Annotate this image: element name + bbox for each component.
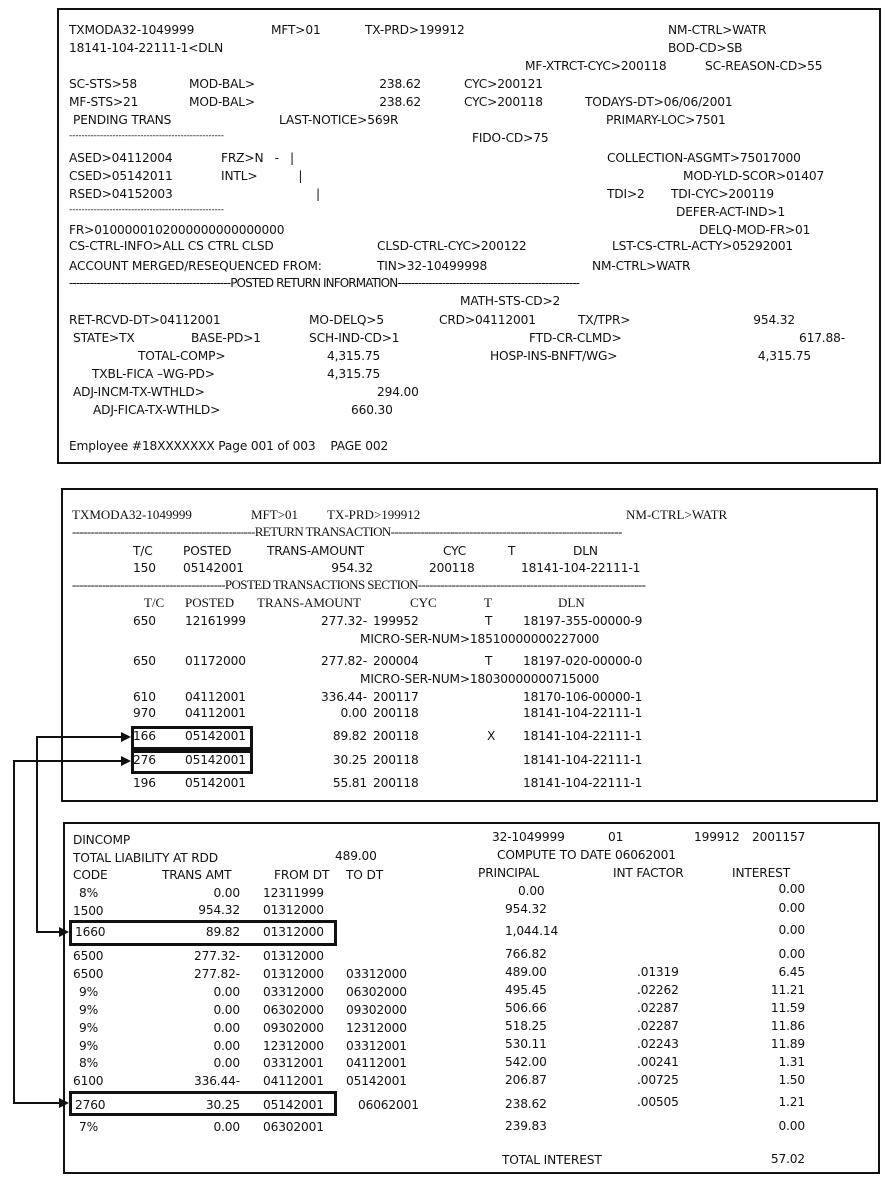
to-date: 12312000 [346, 1021, 407, 1035]
tx-period: TX-PRD>199912 [327, 507, 421, 522]
trans-amt: 336.44- [194, 1074, 240, 1088]
col-to-date: TO DT [346, 868, 383, 882]
int-factor: .00241 [637, 1055, 679, 1069]
months-delinquent: MO-DELQ>5 [309, 313, 384, 327]
col-dln: DLN [573, 544, 598, 558]
primary-location: PRIMARY-LOC>7501 [606, 113, 726, 127]
compute-to-date: COMPUTE TO DATE 06062001 [497, 848, 676, 862]
principal: 0.00 [518, 884, 545, 898]
interest: 1.21 [778, 1095, 805, 1109]
col-trans-amt: TRANS AMT [162, 868, 232, 882]
int-factor: .00505 [637, 1095, 679, 1109]
interest: 11.86 [770, 1019, 805, 1033]
julian-date: 2001157 [752, 830, 806, 844]
trans-amt: 954.32 [198, 903, 240, 917]
name-control: NM-CTRL>WATR [592, 259, 691, 273]
principal: 238.62 [505, 1097, 547, 1111]
account-merged-label: ACCOUNT MERGED/RESEQUENCED FROM: [69, 259, 322, 273]
crd: CRD>04112001 [439, 313, 536, 327]
from-date: 12312000 [263, 1039, 324, 1053]
tdi: TDI>2 [607, 187, 645, 201]
trans-amt: 0.00 [213, 985, 240, 999]
t-flag: T [485, 614, 493, 628]
dln: 18170-106-00000-1 [523, 690, 643, 704]
to-date: 09302000 [346, 1003, 407, 1017]
interest: 0.00 [778, 947, 805, 961]
trans-amt: 0.00 [213, 1120, 240, 1134]
col-t: T [508, 544, 516, 558]
ftd-credit-claimed-value: 617.88- [799, 331, 845, 345]
from-date: 05142001 [263, 1098, 324, 1112]
from-date: 03312000 [263, 985, 324, 999]
adj-fica-tax-withheld-label: ADJ-FICA-TX-WTHLD> [93, 403, 221, 417]
posted-date: 05142001 [185, 753, 246, 767]
cycle: 199952 [373, 614, 419, 628]
col-cyc: CYC [410, 595, 437, 610]
principal: 206.87 [505, 1073, 547, 1087]
code: 1660 [75, 925, 106, 939]
dln: 18141-104-22111-1<DLN [69, 41, 224, 55]
dln: 18141-104-22111-1 [523, 706, 643, 720]
trans-amt: 0.00 [213, 1003, 240, 1017]
code: 9% [79, 1021, 99, 1035]
principal: 530.11 [505, 1037, 547, 1051]
col-principal: PRINCIPAL [478, 866, 539, 880]
arrowhead-icon [121, 756, 131, 766]
int-factor: .00725 [637, 1073, 679, 1087]
from-date: 01312000 [263, 949, 324, 963]
filing-requirements: FR>0100000102000000000000000 [69, 223, 285, 237]
dln: 18141-104-22111-1 [523, 729, 643, 743]
trans-amount: 55.81 [332, 776, 367, 790]
last-notice: LAST-NOTICE>569R [279, 113, 399, 127]
state: STATE>TX [73, 331, 135, 345]
col-trans-amount: TRANS-AMOUNT [267, 544, 364, 558]
cycle: 200004 [373, 654, 419, 668]
code: 7% [79, 1120, 99, 1134]
col-t: T [484, 595, 492, 610]
name-control: NM-CTRL>WATR [668, 23, 767, 37]
code: 8% [79, 886, 99, 900]
col-int-factor: INT FACTOR [613, 866, 684, 880]
trans-amt: 277.32- [194, 949, 240, 963]
from-date: 06302001 [263, 1120, 324, 1134]
trans-amount: 277.82- [321, 654, 367, 668]
col-tc: T/C [144, 595, 165, 610]
micro-serial-number: MICRO-SER-NUM>18030000000715000 [360, 672, 600, 686]
principal: 489.00 [505, 965, 547, 979]
delq-mod-fr: DELQ-MOD-FR>01 [699, 223, 811, 237]
tc: 970 [133, 706, 156, 720]
tc: 610 [133, 690, 156, 704]
hosp-ins-benefit-value: 4,315.75 [757, 349, 811, 363]
adj-fica-tax-withheld-value: 660.30 [351, 403, 393, 417]
mod-yield-score: MOD-YLD-SCOR>01407 [683, 169, 825, 183]
tc: 276 [133, 753, 156, 767]
to-date: 05142001 [346, 1074, 407, 1088]
cycle: CYC>200118 [464, 95, 543, 109]
code: 6500 [73, 967, 104, 981]
trans-amt: 30.25 [205, 1098, 240, 1112]
trans-amount: 954.32 [331, 561, 373, 575]
principal: 1,044.14 [505, 924, 559, 938]
cycle: 200118 [373, 729, 419, 743]
col-dln: DLN [558, 595, 585, 610]
mft: MFT>01 [271, 23, 321, 37]
arrowhead-icon [59, 1098, 69, 1108]
mf-status: MF-STS>21 [69, 95, 139, 109]
from-date: 04112001 [263, 1074, 324, 1088]
int-factor: .02287 [637, 1019, 679, 1033]
txmoda-account-panel [57, 8, 881, 464]
adj-income-tax-withheld-label: ADJ-INCM-TX-WTHLD> [73, 385, 205, 399]
module-id: TXMODA32-1049999 [72, 507, 192, 522]
interest: 0.00 [778, 901, 805, 915]
posted-return-section-title: -----------------------------------------------POSTED RETURN INFORMATION----------------------------------------------------- [69, 276, 580, 290]
tin: TIN>32-10499998 [377, 259, 488, 273]
trans-amt: 0.00 [213, 886, 240, 900]
page-footer: Employee #18XXXXXXX Page 001 of 003 PAGE 002 [69, 439, 389, 453]
cycle: 200118 [373, 753, 419, 767]
total-liability-value: 489.00 [335, 849, 377, 863]
tax-per-return-label: TX/TPR> [578, 313, 631, 327]
mod-balance-value: 238.62 [379, 95, 421, 109]
tax-period: 199912 [694, 830, 740, 844]
t-flag: T [485, 654, 493, 668]
principal: 518.25 [505, 1019, 547, 1033]
int-factor: .02243 [637, 1037, 679, 1051]
trans-amount: 89.82 [332, 729, 367, 743]
interest: 0.00 [778, 923, 805, 937]
mod-balance-label: MOD-BAL> [189, 95, 255, 109]
mf-extract-cycle: MF-XTRCT-CYC>200118 [525, 59, 667, 73]
trans-amount: 336.44- [321, 690, 367, 704]
mft: MFT>01 [251, 507, 299, 522]
posted-date: 01172000 [185, 654, 246, 668]
posted-date: 04112001 [185, 706, 246, 720]
module-id: TXMODA32-1049999 [69, 23, 195, 37]
trans-amt: 0.00 [213, 1056, 240, 1070]
return-transaction-section-title: -------------------------------------------------RETURN TRANSACTION-------------------------------------------------------------- [72, 524, 622, 539]
divider: -------------------------------------------------- [69, 205, 224, 215]
adj-income-tax-withheld-value: 294.00 [377, 385, 419, 399]
t-flag: X [487, 729, 496, 743]
rsed: RSED>04152003 [69, 187, 173, 201]
highlight-box-code-1660 [69, 920, 337, 946]
code: 6100 [73, 1074, 104, 1088]
principal: 954.32 [505, 902, 547, 916]
total-liability-label: TOTAL LIABILITY AT RDD [73, 851, 219, 865]
schedule-indicator: SCH-IND-CD>1 [309, 331, 400, 345]
posted-date: 12161999 [185, 614, 246, 628]
mft: 01 [608, 830, 624, 844]
to-date: 03312001 [346, 1039, 407, 1053]
from-date: 12311999 [263, 886, 324, 900]
code: 9% [79, 985, 99, 999]
from-date: 01312000 [263, 903, 324, 917]
interest: 1.50 [778, 1073, 805, 1087]
pending-trans: PENDING TRANS [73, 113, 172, 127]
trans-amount: 277.32- [321, 614, 367, 628]
int-factor: .02287 [637, 1001, 679, 1015]
todays-date: TODAYS-DT>06/06/2001 [585, 95, 733, 109]
interest: 6.45 [778, 965, 805, 979]
tc: 650 [133, 614, 156, 628]
interest: 11.59 [770, 1001, 805, 1015]
total-interest-label: TOTAL INTEREST [502, 1153, 602, 1167]
posted-date: 04112001 [185, 690, 246, 704]
dln: 18141-104-22111-1 [523, 776, 643, 790]
total-comp-value: 4,315.75 [327, 349, 381, 363]
code: 2760 [75, 1098, 106, 1112]
code: 9% [79, 1039, 99, 1053]
highlight-box-tc-166 [131, 726, 253, 750]
fido-code: FIDO-CD>75 [472, 131, 549, 145]
from-date: 06302000 [263, 1003, 324, 1017]
dln: 18141-104-22111-1 [521, 561, 641, 575]
col-from-date: FROM DT [274, 868, 330, 882]
math-status-code: MATH-STS-CD>2 [460, 294, 561, 308]
to-date: 06062001 [358, 1098, 419, 1112]
tc: 650 [133, 654, 156, 668]
col-cyc: CYC [443, 544, 467, 558]
int-factor: .02262 [637, 983, 679, 997]
trans-amt: 0.00 [213, 1021, 240, 1035]
interest: 11.21 [770, 983, 805, 997]
tin: 32-1049999 [492, 830, 565, 844]
taxable-fica-wages-label: TXBL-FICA –WG-PD> [92, 367, 215, 381]
tc: 150 [133, 561, 156, 575]
sc-reason-code: SC-REASON-CD>55 [705, 59, 823, 73]
sc-status: SC-STS>58 [69, 77, 137, 91]
col-code: CODE [73, 868, 108, 882]
divider: -------------------------------------------------- [69, 131, 224, 141]
posted-date: 05142001 [185, 776, 246, 790]
dln: 18197-355-00000-9 [523, 614, 643, 628]
posted-date: 05142001 [183, 561, 244, 575]
tc: 166 [133, 729, 156, 743]
dln: 18197-020-00000-0 [523, 654, 643, 668]
to-date: 06302000 [346, 985, 407, 999]
col-posted: POSTED [183, 544, 232, 558]
col-tc: T/C [133, 544, 153, 558]
interest: 0.00 [778, 1119, 805, 1133]
closed-control-cycle: CLSD-CTRL-CYC>200122 [377, 239, 527, 253]
arrowhead-icon [121, 732, 131, 742]
mod-balance-value: 238.62 [379, 77, 421, 91]
return-received-date: RET-RCVD-DT>04112001 [69, 313, 221, 327]
highlight-box-tc-276 [131, 750, 253, 774]
collection-assignment: COLLECTION-ASGMT>75017000 [607, 151, 801, 165]
taxable-fica-wages-value: 4,315.75 [327, 367, 381, 381]
trans-amount: 0.00 [340, 706, 367, 720]
trans-amt: 277.82- [194, 967, 240, 981]
total-interest-value: 57.02 [770, 1152, 805, 1166]
interest: 0.00 [778, 882, 805, 896]
separator-bar: | [316, 187, 320, 201]
hosp-ins-benefit-label: HOSP-INS-BNFT/WG> [490, 349, 618, 363]
mod-balance-label: MOD-BAL> [189, 77, 255, 91]
code: 6500 [73, 949, 104, 963]
dln: 18141-104-22111-1 [523, 753, 643, 767]
base-period: BASE-PD>1 [191, 331, 261, 345]
bod-code: BOD-CD>SB [668, 41, 743, 55]
from-date: 01312000 [263, 967, 324, 981]
cycle: CYC>200121 [464, 77, 543, 91]
last-cs-control-activity: LST-CS-CTRL-ACTY>05292001 [612, 239, 794, 253]
intl: INTL> | [221, 169, 303, 183]
ased: ASED>04112004 [69, 151, 173, 165]
tc: 196 [133, 776, 156, 790]
cycle: 200118 [373, 706, 419, 720]
principal: 542.00 [505, 1055, 547, 1069]
principal: 495.45 [505, 983, 547, 997]
to-date: 04112001 [346, 1056, 407, 1070]
col-posted: POSTED [185, 595, 235, 610]
tax-per-return-value: 954.32 [753, 313, 795, 327]
tdi-cycle: TDI-CYC>200119 [671, 187, 775, 201]
cs-control-info: CS-CTRL-INFO>ALL CS CTRL CLSD [69, 239, 274, 253]
interest: 1.31 [778, 1055, 805, 1069]
to-date: 03312000 [346, 967, 407, 981]
cycle: 200117 [373, 690, 419, 704]
from-date: 03312001 [263, 1056, 324, 1070]
highlight-box-code-2760 [69, 1091, 337, 1116]
total-comp-label: TOTAL-COMP> [138, 349, 226, 363]
trans-amount: 30.25 [332, 753, 367, 767]
name-control: NM-CTRL>WATR [626, 507, 728, 522]
code: 1500 [73, 904, 104, 918]
from-date: 01312000 [263, 925, 324, 939]
trans-amt: 0.00 [213, 1039, 240, 1053]
principal: 766.82 [505, 947, 547, 961]
csed: CSED>05142011 [69, 169, 173, 183]
dincomp-title: DINCOMP [73, 833, 131, 847]
col-interest: INTEREST [732, 866, 791, 880]
tx-period: TX-PRD>199912 [365, 23, 465, 37]
ftd-credit-claimed-label: FTD-CR-CLMD> [529, 331, 622, 345]
posted-date: 05142001 [185, 729, 246, 743]
cycle: 200118 [429, 561, 475, 575]
trans-amt: 89.82 [205, 925, 240, 939]
code: 9% [79, 1003, 99, 1017]
dincomp-panel [63, 822, 880, 1174]
from-date: 09302000 [263, 1021, 324, 1035]
freeze-code: FRZ>N - | [221, 151, 294, 165]
interest: 11.89 [770, 1037, 805, 1051]
arrowhead-icon [59, 927, 69, 937]
posted-transactions-section-title: -----------------------------------------POSTED TRANSACTIONS SECTION------------------------------------------------------------- [72, 577, 646, 592]
cycle: 200118 [373, 776, 419, 790]
micro-serial-number: MICRO-SER-NUM>18510000000227000 [360, 632, 600, 646]
principal: 239.83 [505, 1119, 547, 1133]
int-factor: .01319 [637, 965, 679, 979]
code: 8% [79, 1056, 99, 1070]
col-trans-amount: TRANS-AMOUNT [257, 595, 361, 610]
defer-action-ind: DEFER-ACT-IND>1 [676, 205, 786, 219]
principal: 506.66 [505, 1001, 547, 1015]
